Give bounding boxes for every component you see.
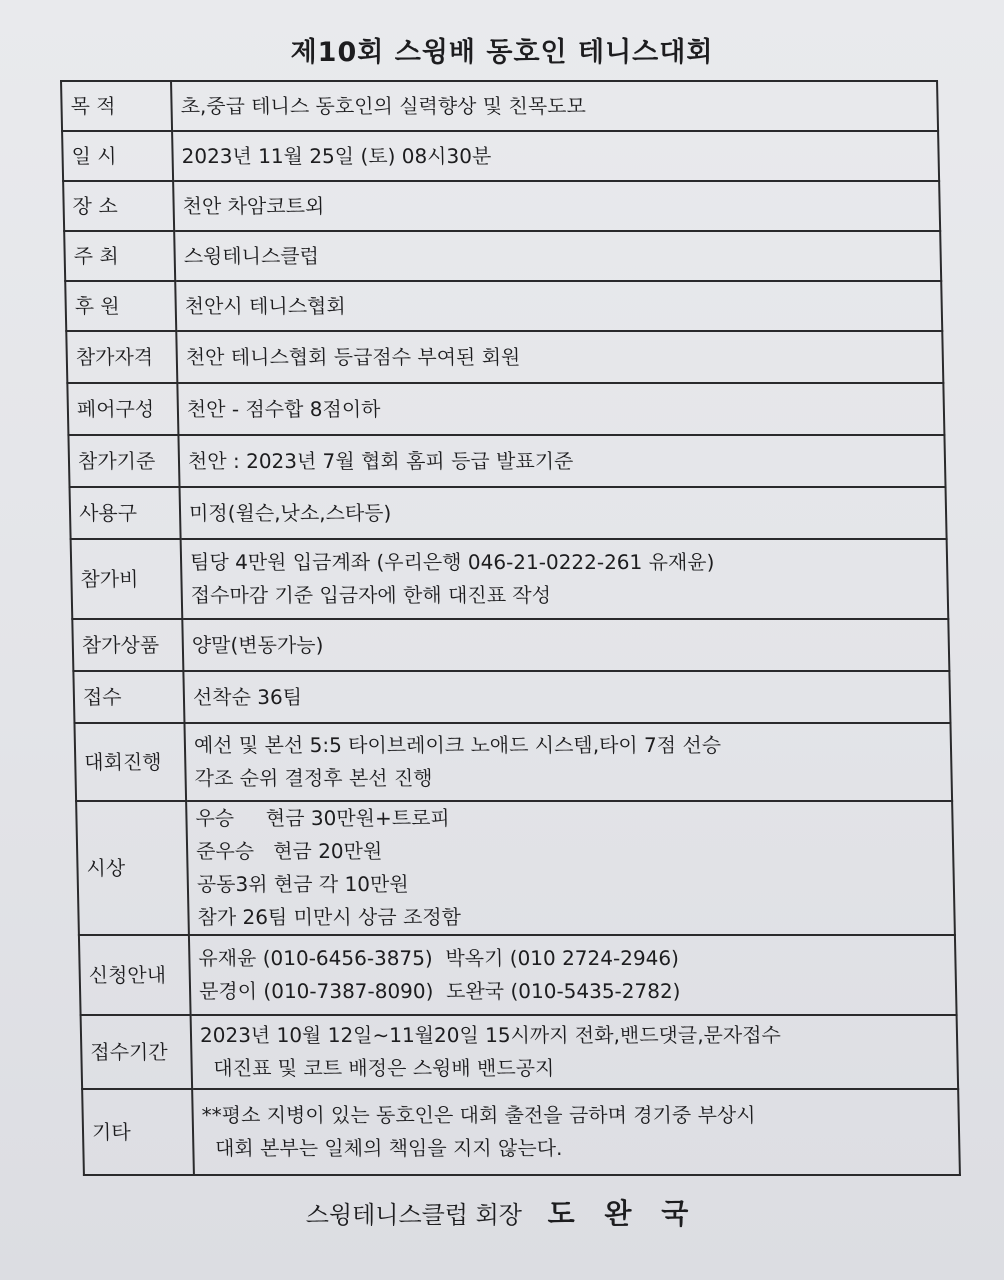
row-label: 장 소 <box>63 181 174 231</box>
row-value-line: 팀당 4만원 입금계좌 (우리은행 046-21-0222-261 유재윤) <box>189 550 715 574</box>
row-value-line: 준우승 현금 20만원 <box>195 839 383 863</box>
row-value <box>175 281 942 331</box>
row-value-line: 예선 및 본선 5:5 타이브레이크 노애드 시스템,타이 7점 선승 <box>193 733 722 757</box>
row-label: 사용구 <box>70 487 181 539</box>
row-value-line: 초,중급 테니스 동호인의 실력향상 및 친목도모 <box>180 93 587 118</box>
row-label: 주 최 <box>64 231 175 281</box>
table-row <box>61 81 938 131</box>
row-label: 참가상품 <box>72 619 183 671</box>
row-value <box>177 383 944 435</box>
row-value <box>192 1089 960 1175</box>
row-label: 참가비 <box>71 539 183 619</box>
row-label: 일 시 <box>62 131 173 181</box>
row-value <box>186 801 955 935</box>
footer-name: 도 완 국 <box>547 1197 699 1230</box>
row-value <box>184 723 952 801</box>
table-row <box>70 487 947 539</box>
row-value <box>181 539 949 619</box>
row-value <box>172 131 939 181</box>
table-row <box>73 671 950 723</box>
row-label: 대회진행 <box>74 723 186 801</box>
table-row <box>74 723 952 801</box>
row-label: 참가자격 <box>66 331 177 383</box>
row-label: 신청안내 <box>79 935 191 1015</box>
row-value-line: 2023년 11월 25일 (토) 08시30분 <box>181 143 492 168</box>
row-value <box>173 181 940 231</box>
row-value-line: 양말(변동가능) <box>191 632 324 657</box>
table-row <box>63 181 940 231</box>
table-row <box>81 1015 959 1089</box>
row-label: 접수 <box>73 671 184 723</box>
row-value-line: 유재윤 (010-6456-3875) 박옥기 (010 2724-2946) <box>198 946 680 970</box>
table-row <box>68 435 945 487</box>
row-value-line: 각조 순위 결정후 본선 진행 <box>194 766 433 790</box>
row-value-line: 참가 26팀 미만시 상금 조정함 <box>197 905 462 929</box>
row-value-line: 공동3위 현금 각 10만원 <box>196 872 409 896</box>
row-value <box>189 935 957 1015</box>
row-label: 목 적 <box>61 81 172 131</box>
table-row <box>64 231 941 281</box>
footer-org: 스윙테니스클럽 회장 <box>305 1201 522 1229</box>
row-label: 접수기간 <box>81 1015 193 1089</box>
row-value <box>178 435 945 487</box>
row-label: 시상 <box>76 801 189 935</box>
form-sheet <box>60 80 938 1172</box>
row-label: 후 원 <box>65 281 176 331</box>
row-value-line: 천안시 테니스협회 <box>184 293 346 318</box>
row-value-line: 천안 테니스협회 등급점수 부여된 회원 <box>185 344 521 369</box>
row-value-line: 선착순 36팀 <box>192 684 303 709</box>
row-value-line: 우승 현금 30만원+트로피 <box>195 806 450 830</box>
row-label: 페어구성 <box>67 383 178 435</box>
page-title: 제10회 스윙배 동호인 테니스대회 <box>290 37 714 68</box>
row-value <box>174 231 941 281</box>
row-value <box>182 619 949 671</box>
table-row <box>72 619 949 671</box>
row-value-line: 천안 : 2023년 7월 협회 홈피 등급 발표기준 <box>187 448 574 473</box>
row-label: 참가기준 <box>68 435 179 487</box>
info-table <box>60 80 961 1176</box>
row-value-line: 스윙테니스클럽 <box>183 243 320 268</box>
row-value <box>191 1015 959 1089</box>
row-value-line: 접수마감 기준 입금자에 한해 대진표 작성 <box>190 583 552 607</box>
table-row <box>66 331 943 383</box>
row-value <box>171 81 938 131</box>
row-value <box>180 487 947 539</box>
table-row <box>62 131 939 181</box>
table-row <box>76 801 955 935</box>
row-value-line: 대진표 및 코트 배정은 스윙배 밴드공지 <box>200 1056 555 1080</box>
row-value-line: **평소 지병이 있는 동호인은 대회 출전을 금하며 경기중 부상시 <box>201 1103 756 1127</box>
table-row <box>65 281 942 331</box>
table-row <box>79 935 957 1015</box>
row-value-line: 천안 차암코트외 <box>182 193 325 218</box>
footer <box>0 1192 1004 1232</box>
row-label: 기타 <box>82 1089 194 1175</box>
row-value-line: 문경이 (010-7387-8090) 도완국 (010-5435-2782) <box>198 979 681 1003</box>
table-row <box>71 539 949 619</box>
row-value-line: 2023년 10월 12일~11월20일 15시까지 전화,밴드댓글,문자접수 <box>199 1023 782 1047</box>
row-value-line: 대회 본부는 일체의 책임을 지지 않는다. <box>202 1136 563 1160</box>
table-row <box>82 1089 960 1175</box>
row-value-line: 미정(윌슨,낫소,스타등) <box>188 500 392 525</box>
row-value <box>183 671 950 723</box>
row-value-line: 천안 - 점수합 8점이하 <box>186 396 381 421</box>
row-value <box>176 331 943 383</box>
table-row <box>67 383 944 435</box>
